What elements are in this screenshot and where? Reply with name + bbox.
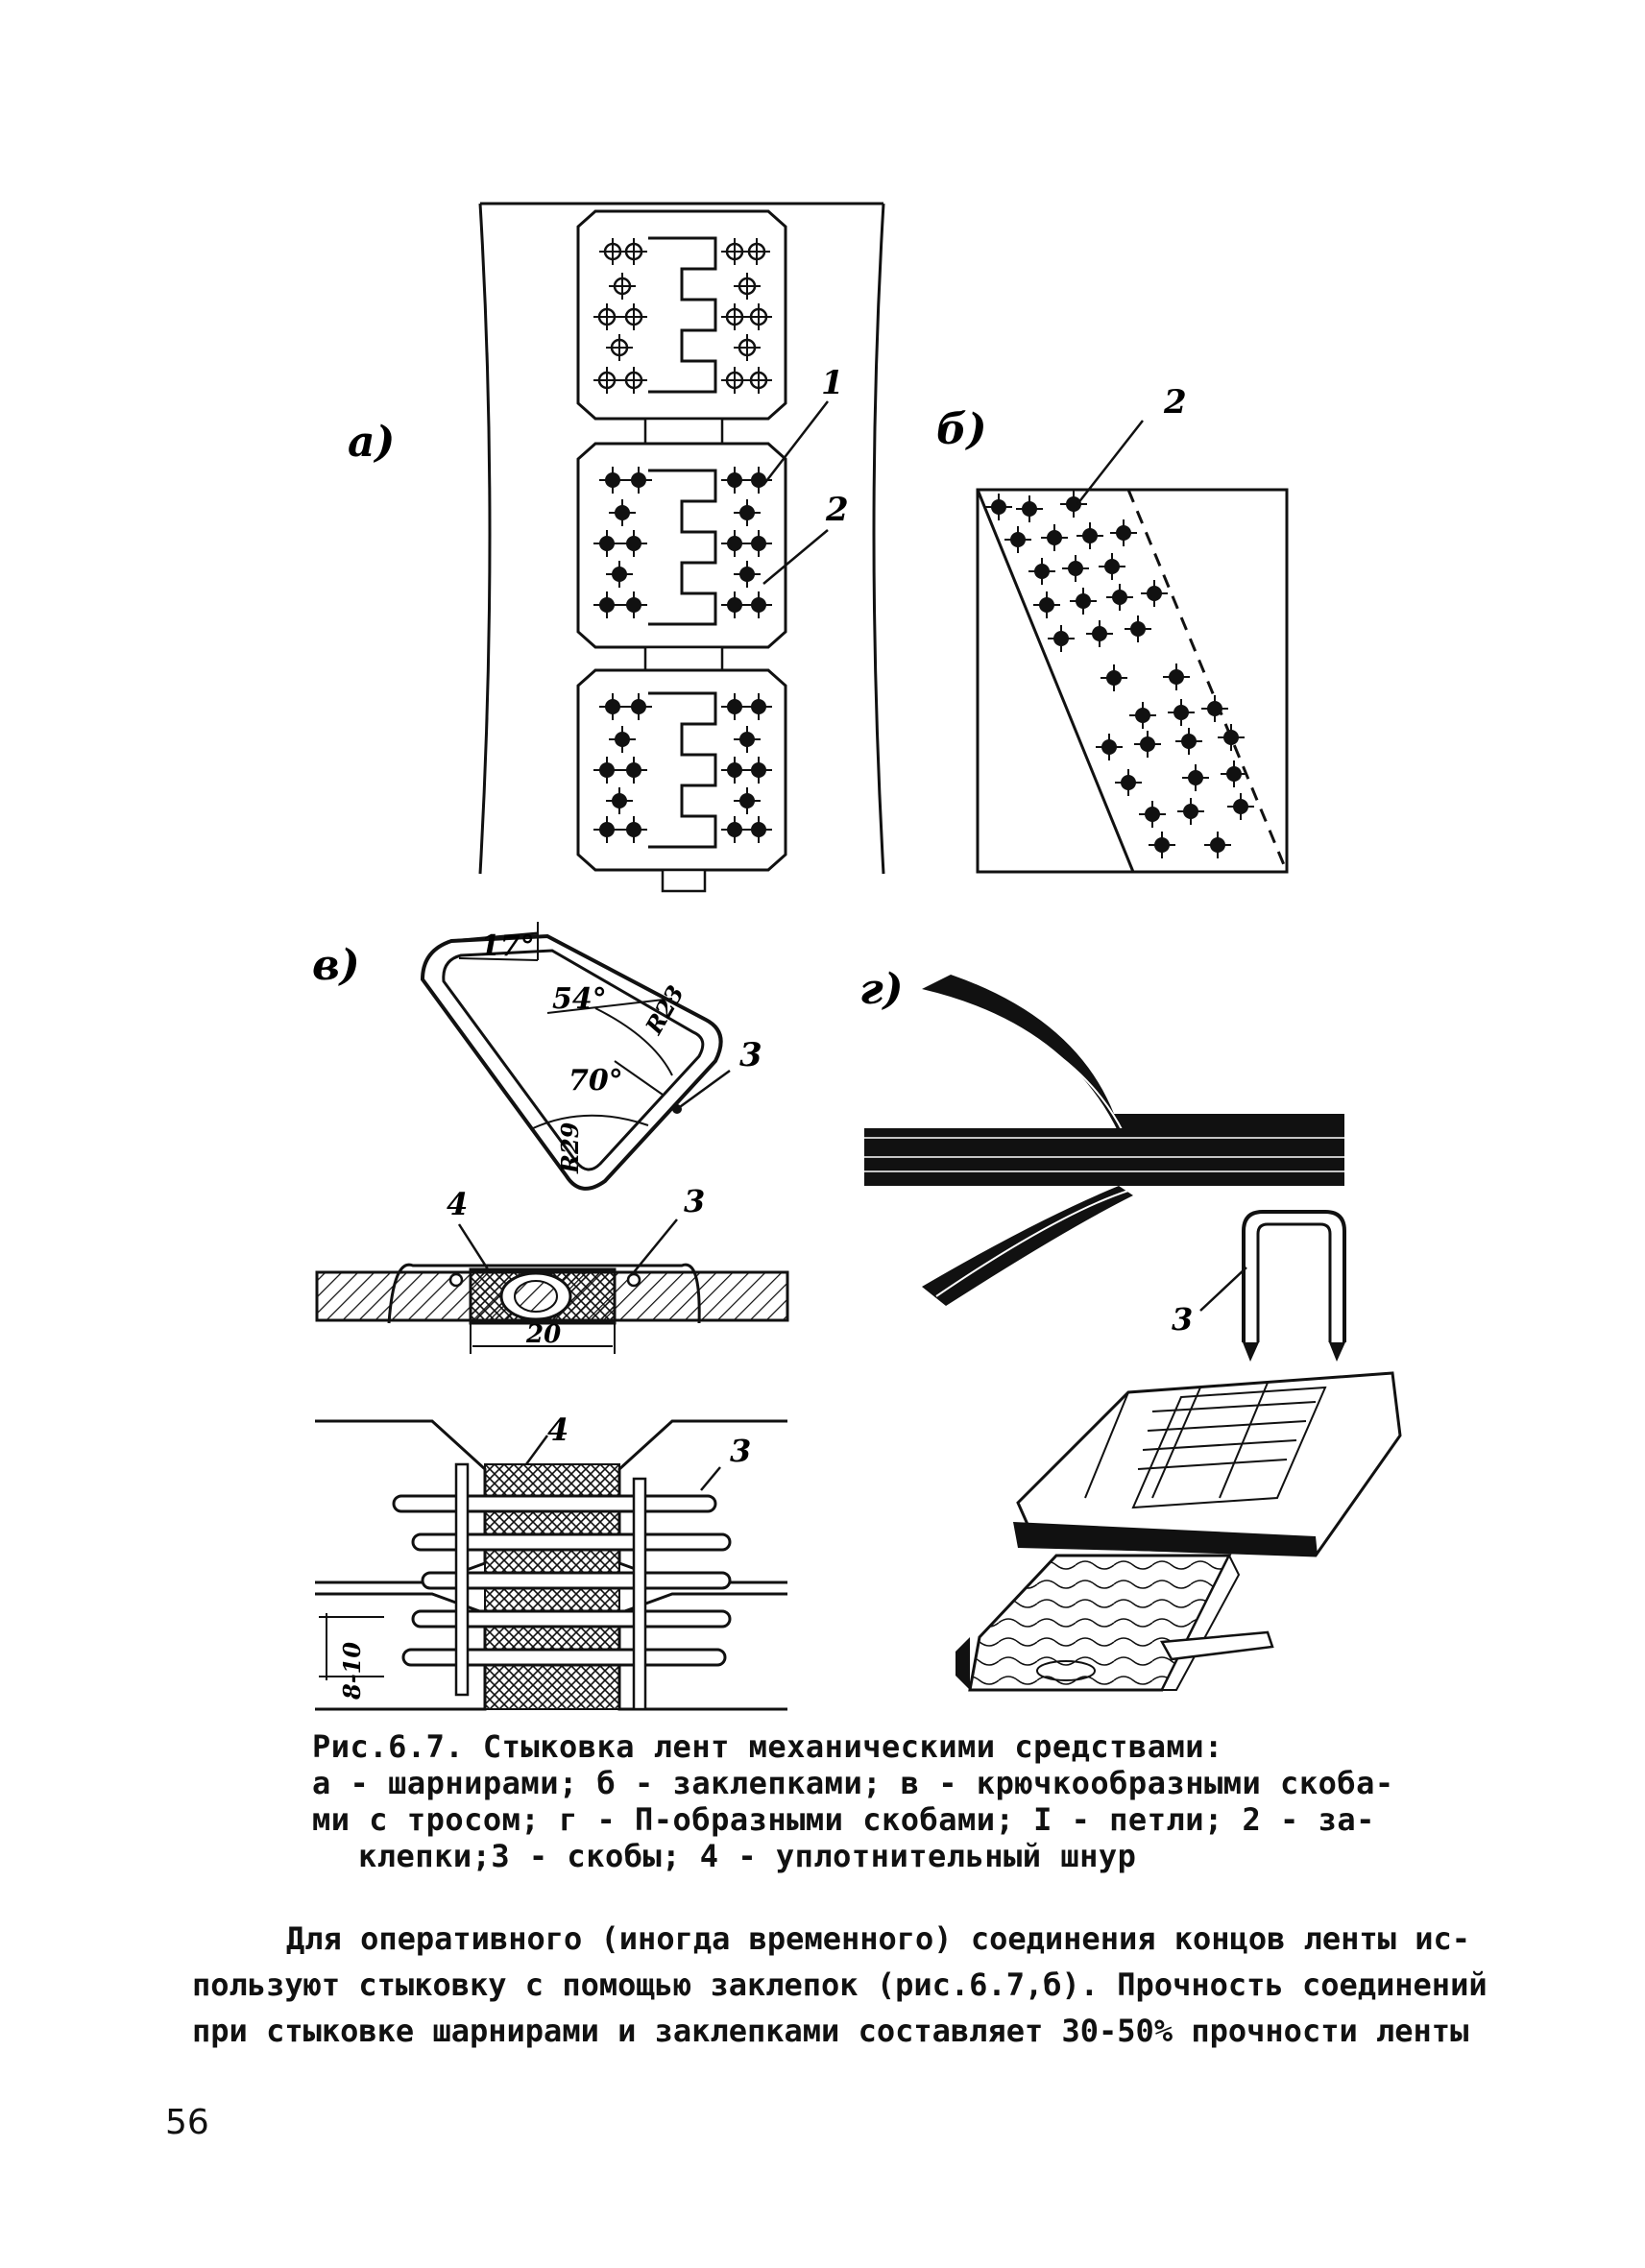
hinge-plate-1 xyxy=(578,211,786,419)
caption-line-1: Рис.6.7. Стыковка лент механическими средствами: xyxy=(312,1728,1223,1765)
angle-54: 54° xyxy=(552,982,607,1016)
body-line-1: Для оперативного (иногда временного) соединения концов ленты ис- xyxy=(286,1920,1470,1957)
hinge-plate-3 xyxy=(578,670,786,870)
callout-4-section: 4 xyxy=(447,1186,469,1222)
callout-1: 1 xyxy=(821,364,844,402)
panel-g-u-staple-joint xyxy=(859,965,1400,1690)
spacing-8-10: 8-10 xyxy=(338,1641,366,1700)
panel-b-label: б) xyxy=(936,405,987,454)
page-number: 56 xyxy=(165,2103,209,2142)
callout-3-staple: 3 xyxy=(1172,1301,1194,1338)
staple-tool-view xyxy=(956,1373,1400,1690)
cross-section xyxy=(317,1183,787,1354)
callout-4-plan: 4 xyxy=(547,1411,569,1448)
width-20: 20 xyxy=(526,1320,562,1349)
radius-23: R23 xyxy=(640,980,689,1039)
figure-caption xyxy=(312,1728,1445,1874)
callout-3-triangle: 3 xyxy=(739,1036,762,1074)
caption-line-3: ми с тросом; г - П-образными скобами; I - петли; 2 - за- xyxy=(312,1801,1375,1838)
callout-2-b: 2 xyxy=(1164,383,1187,422)
hinge-plate-2 xyxy=(578,444,786,647)
radius-29: R29 xyxy=(556,1122,584,1173)
caption-line-4: клепки;3 - скобы; 4 - уплотнительный шнур xyxy=(358,1838,1137,1874)
body-line-2: пользуют стыковку с помощью заклепок (рис.6.7,б). Прочность соединений xyxy=(192,1966,1488,2003)
body-paragraph xyxy=(192,1916,1498,2054)
rivet-grid xyxy=(985,491,1254,858)
angle-70: 70° xyxy=(568,1064,623,1098)
callout-2-a: 2 xyxy=(826,491,849,529)
panel-g-label: г) xyxy=(859,965,904,1014)
angle-17: 17° xyxy=(480,929,535,963)
u-staple xyxy=(1172,1212,1345,1362)
body-line-3: при стыковке шарнирами и заклепками составляет 30-50% прочности ленты xyxy=(192,2013,1469,2049)
panel-b-rivet-joint xyxy=(936,383,1287,872)
panel-a-hinge-joint xyxy=(348,204,883,891)
callout-3-section: 3 xyxy=(684,1183,706,1219)
hook-clip-triangle xyxy=(423,922,762,1189)
belt-split-view xyxy=(864,975,1344,1306)
panel-v-label: в) xyxy=(312,941,360,990)
panel-a-label: а) xyxy=(348,418,396,467)
panel-v-hook-clip-joint xyxy=(312,922,787,1709)
plan-view xyxy=(315,1411,787,1709)
caption-line-2: а - шарнирами; б - заклепками; в - крючкообразными скоба- xyxy=(312,1765,1394,1801)
callout-3-plan: 3 xyxy=(730,1433,752,1469)
